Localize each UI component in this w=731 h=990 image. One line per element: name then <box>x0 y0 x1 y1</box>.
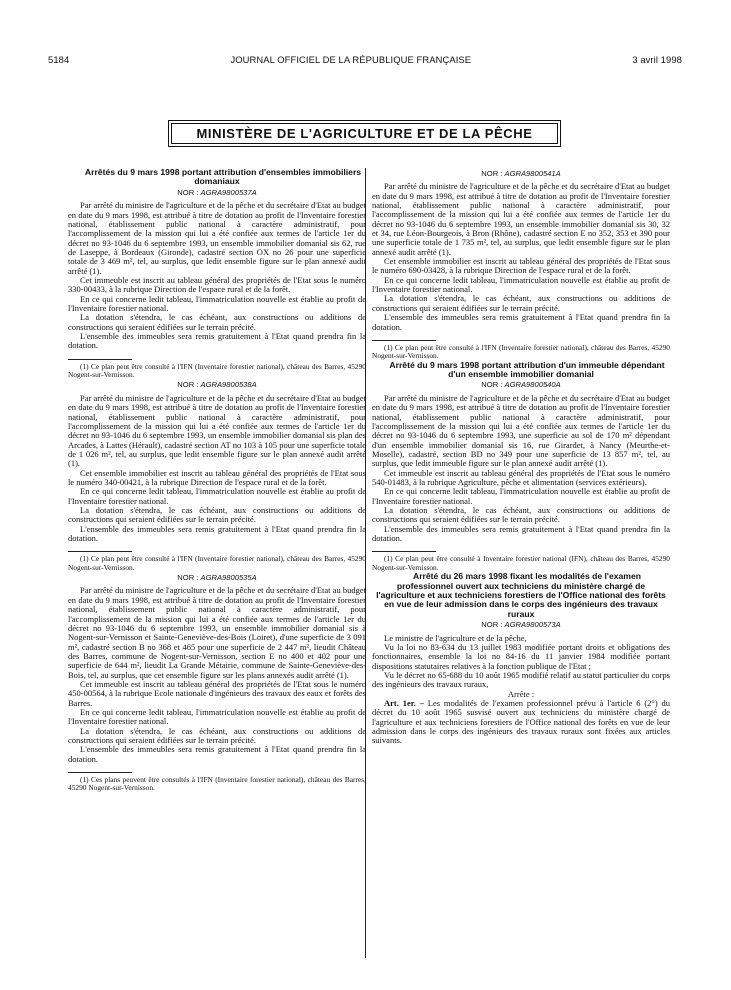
decree-section-6 <box>372 572 670 746</box>
paragraph: La dotation s'étendra, le cas échéant, aux constructions ou additions de constructions qui seraient édifiées sur le terrain précité. <box>372 504 670 525</box>
decree-section-3 <box>68 573 366 793</box>
decree-section-2 <box>68 380 366 572</box>
nor-reference: NOR : AGRA9800537A <box>177 187 257 197</box>
paragraph: Vu la loi no 83-634 du 13 juillet 1983 modifiée portant droits et obligations des fonctionnaires, ensemble la loi no 84-16 du 11 janvier 1984 modifiée portant dispositions statutaires relatives à la fonction publique de l'Etat ; <box>372 641 670 671</box>
footnote-rule <box>372 340 436 341</box>
page-header <box>48 54 682 65</box>
paragraph: L'ensemble des immeubles sera remis gratuitement à l'Etat quand prendra fin la dotation. <box>68 330 366 351</box>
paragraph: Par arrêté du ministre de l'agriculture et de la pêche et du secrétaire d'Etat au budget en date du 9 mars 1998, est attribué à titre de dotation au profit de l'Inventaire forestier national, établissement public national à caractère administratif, pour l'accomplissement de la mission qui lui a été confiée aux termes de l'article 1er du décret no 93-1046 du 6 septembre 1993, un ensemble immobilier domanial sis 62, rue de Laseppe, à Bordeaux (Gironde), cadastré section OX no 26 pour une superficie totale de 3 469 m², tel, au surplus, que ledit ensemble figure sur le plan annexé audit arrêté (1). <box>68 200 366 276</box>
footnote-rule <box>68 772 132 773</box>
nor-reference: NOR : AGRA9800535A <box>177 573 257 583</box>
paragraph: L'ensemble des immeubles sera remis gratuitement à l'Etat quand prendra fin la dotation. <box>372 312 670 332</box>
footnote: (1) Ces plans peuvent être consultés à l'IFN (Inventaire forestier national), château des Barres, 45290 Nogent-sur-Vernisson. <box>68 775 366 793</box>
nor-reference: NOR : AGRA9800541A <box>481 169 561 178</box>
paragraph: Cet ensemble immobilier est inscrit au tableau général des propriétés de l'Etat sous le numéro 690-03428, à la rubrique Direction de l'espace rural et de la forêt. <box>372 256 670 276</box>
nor-reference: NOR : AGRA9800573A <box>481 620 561 630</box>
footnote: (1) Ce plan peut être consulté à l'IFN (Inventaire forestier national), château des Barres, 45290 Nogent-sur-Vernisson. <box>372 342 670 361</box>
nor-reference: NOR : AGRA9800538A <box>177 380 257 390</box>
paragraph: La dotation s'étendra, le cas échéant, aux constructions ou additions de constructions qui seraient édifiées sur le terrain précité. <box>372 293 670 313</box>
paragraph: Cet ensemble immobilier est inscrit au tableau général des propriétés de l'Etat sous le numéro 340-00421, à la rubrique Direction de l'espace rural et de la forêt. <box>68 467 366 487</box>
article-label: Art. 1er. – <box>384 697 424 708</box>
paragraph: Par arrêté du ministre de l'agriculture et de la pêche et du secrétaire d'Etat au budget en date du 9 mars 1998, est attribué à titre de dotation au profit de l'Inventaire forestier national, établissement public national à caractère administratif, pour l'accomplissement de la mission qui lui a été confiée aux termes de l'article 1er du décret no 93-1046 du 6 septembre 1993, une superficie au sol de 170 m² dépendant d'un ensemble immobilier domanial sis 16, rue Girardet, à Nancy (Meurthe-et-Moselle), cadastré, section BD no 349 pour une superficie de 13 857 m², tel, au surplus, que ledit immeuble figure sur le plan annexé audit arrêté (1). <box>372 392 670 469</box>
footnote: (1) Ce plan peut être consulté à l'IFN (Inventaire forestier national), château des Barres, 45290 Nogent-sur-Vernisson. <box>68 361 366 380</box>
section-title: Arrêté du 26 mars 1998 fixant les modalités de l'examen professionnel ouvert aux techniciens du ministère chargé de l'agriculture et aux techniciens forestiers de l'Office national des forêts en vue de leur admission dans le corps des ingénieurs des travaux ruraux <box>376 571 666 619</box>
footnote-rule <box>68 551 132 552</box>
section-title: Arrêtés du 9 mars 1998 portant attribution d'ensembles immobiliers domaniaux <box>84 167 362 187</box>
decree-section-5 <box>372 361 670 572</box>
ministry-banner <box>168 120 561 147</box>
nor-code: AGRA9800541A <box>504 169 561 178</box>
nor-code: AGRA9800535A <box>200 573 257 583</box>
issue-date: 3 avril 1998 <box>632 54 682 65</box>
nor-code: AGRA9800540A <box>504 380 561 390</box>
left-column <box>68 168 366 793</box>
journal-title: JOURNAL OFFICIEL DE LA RÉPUBLIQUE FRANÇAISE <box>230 54 472 65</box>
paragraph: L'ensemble des immeubles sera remis gratuitement à l'Etat quand prendra fin la dotation. <box>68 744 366 764</box>
footnote: (1) Ce plan peut être consulté à Inventaire forestier national (IFN), château des Barres, 45290 Nogent-sur-Vernisson. <box>372 554 670 572</box>
footnote-rule <box>372 551 436 552</box>
paragraph: En ce qui concerne ledit tableau, l'immatriculation nouvelle est établie au profit de l'Inventaire forestier national. <box>68 486 366 506</box>
arrete-heading: Arrête : <box>507 688 535 699</box>
paragraph: En ce qui concerne ledit tableau, l'immatriculation nouvelle est établie au profit de l'Inventaire forestier national. <box>68 706 366 727</box>
nor-code: AGRA9800573A <box>504 620 561 630</box>
right-column <box>372 168 670 746</box>
paragraph: Par arrêté du ministre de l'agriculture et de la pêche et du secrétaire d'Etat au budget en date du 9 mars 1998, est attribué à titre de dotation au profit de l'Inventaire forestier national, établissement public national à caractère administratif, pour l'accomplissement de la mission qui lui a été confiée aux termes de l'article 1er du décret no 93-1046 du 6 septembre 1993, un ensemble immobilier domanial sis plan des Arcades, à Lattes (Hérault), cadastré section AT no 103 à 105 pour une superficie totale de 1 026 m², tel, au surplus, que ledit ensemble figure sur le plan annexé audit arrêté (1). <box>68 392 366 469</box>
paragraph: Le ministre de l'agriculture et de la pêche, <box>384 632 527 643</box>
paragraph: Par arrêté du ministre de l'agriculture et de la pêche et du secrétaire d'Etat au budget en date du 9 mars 1998, est attribué à titre de dotation au profit de l'Inventaire forestier national, établissement public national à caractère administratif, pour l'accomplissement de la mission qui lui a été confiée aux termes de l'article 1er du décret no 93-1046 du 6 septembre 1993, un ensemble immobilier domanial sis à Nogent-sur-Vernisson et Sainte-Geneviève-des-Bois (Loiret), d'une superficie de 3 091 m², cadastré section B no 368 et 465 pour une superficie de 2 447 m², lieudit Château des Barres, commune de Nogent-sur-Vernisson, section E no 400 et 402 pour une superficie de 644 m², lieudit La Grande Métairie, commune de Sainte-Geneviève-des-Bois, tel, au surplus, que cet ensemble figure sur les plans annexés audit arrêté (1). <box>68 585 366 680</box>
nor-reference: NOR : AGRA9800540A <box>481 380 561 390</box>
paragraph: Cet immeuble est inscrit au tableau général des propriétés de l'Etat sous le numéro 330-00433, à la rubrique Direction de l'espace rural et de la forêt. <box>68 274 366 295</box>
decree-section-1 <box>68 168 366 379</box>
paragraph: L'ensemble des immeubles sera remis gratuitement à l'Etat quand prendra fin la dotation. <box>68 523 366 543</box>
paragraph: En ce qui concerne ledit tableau, l'immatriculation nouvelle est établie au profit de l'Inventaire forestier national. <box>372 486 670 506</box>
paragraph: Cet immeuble est inscrit au tableau général des propriétés de l'Etat sous le numéro 540-01483, à la rubrique Agriculture, pêche et alimentation (services extérieurs). <box>372 467 670 487</box>
nor-code: AGRA9800537A <box>200 187 257 197</box>
ministry-title: MINISTÈRE DE L'AGRICULTURE ET DE LA PÊCHE <box>196 126 533 141</box>
page-number: 5184 <box>48 54 70 65</box>
paragraph: En ce qui concerne ledit tableau, l'immatriculation nouvelle est établie au profit de l'Inventaire forestier national. <box>68 293 366 313</box>
paragraph: Vu le décret no 65-688 du 10 août 1965 modifié relatif au statut particulier du corps des ingénieurs des travaux ruraux, <box>372 669 670 690</box>
nor-code: AGRA9800538A <box>200 380 257 390</box>
article-paragraph <box>372 699 670 746</box>
paragraph: Par arrêté du ministre de l'agriculture et de la pêche et du secrétaire d'Etat au budget en date du 9 mars 1998, est attribué à titre de dotation au profit de l'Inventaire forestier national, établissement public national à caractère administratif, pour l'accomplissement de la mission qui lui a été confiée aux termes de l'article 1er du décret no 93-1046 du 6 septembre 1993, un ensemble immobilier domanial sis 30, 32 et 34, rue Léon-Bourgeois, à Bron (Rhône), cadastré section E no 352, 353 et 390 pour une superficie totale de 1 735 m², tel, au surplus, que ledit ensemble figure sur le plan annexé audit arrêté (1). <box>372 181 670 257</box>
decree-section-4 <box>372 169 670 361</box>
paragraph: La dotation s'étendra, le cas échéant, aux constructions ou additions de constructions qui seraient édifiées sur le terrain précité. <box>68 504 366 525</box>
footnote: (1) Ce plan peut être consulté à l'IFN (Inventaire forestier national), château des Barres, 45290 Nogent-sur-Vernisson. <box>68 554 366 572</box>
paragraph: L'ensemble des immeubles sera remis gratuitement à l'Etat quand prendra fin la dotation. <box>372 523 670 543</box>
paragraph: Cet immeuble est inscrit au tableau général des propriétés de l'Etat sous le numéro 450-00564, à la rubrique Ecole nationale d'ingénieurs des travaux des eaux et forêts des Barres. <box>68 678 366 708</box>
paragraph: La dotation s'étendra, le cas échéant, aux constructions ou additions de constructions qui seraient édifiées sur le terrain précité. <box>68 312 366 332</box>
article-text: Les modalités de l'examen professionnel prévu à l'article 6 (2°) du décret du 10 août 1965 susvisé ouvert aux techniciens du ministère chargé de l'agriculture et aux techniciens forestiers de l'Office national des forêts en vue de leur admission dans le corps des ingénieurs des travaux ruraux sont fixées aux articles suivants. <box>372 697 670 746</box>
paragraph: La dotation s'étendra, le cas échéant, aux constructions ou additions de constructions qui seraient édifiées sur le terrain précité. <box>68 725 366 745</box>
footnote-rule <box>68 359 132 360</box>
section-title: Arrêté du 9 mars 1998 portant attribution d'un immeuble dépendant d'un ensemble immobilier domanial <box>389 359 665 380</box>
paragraph: En ce qui concerne ledit tableau, l'immatriculation nouvelle est établie au profit de l'Inventaire forestier national. <box>372 274 670 295</box>
